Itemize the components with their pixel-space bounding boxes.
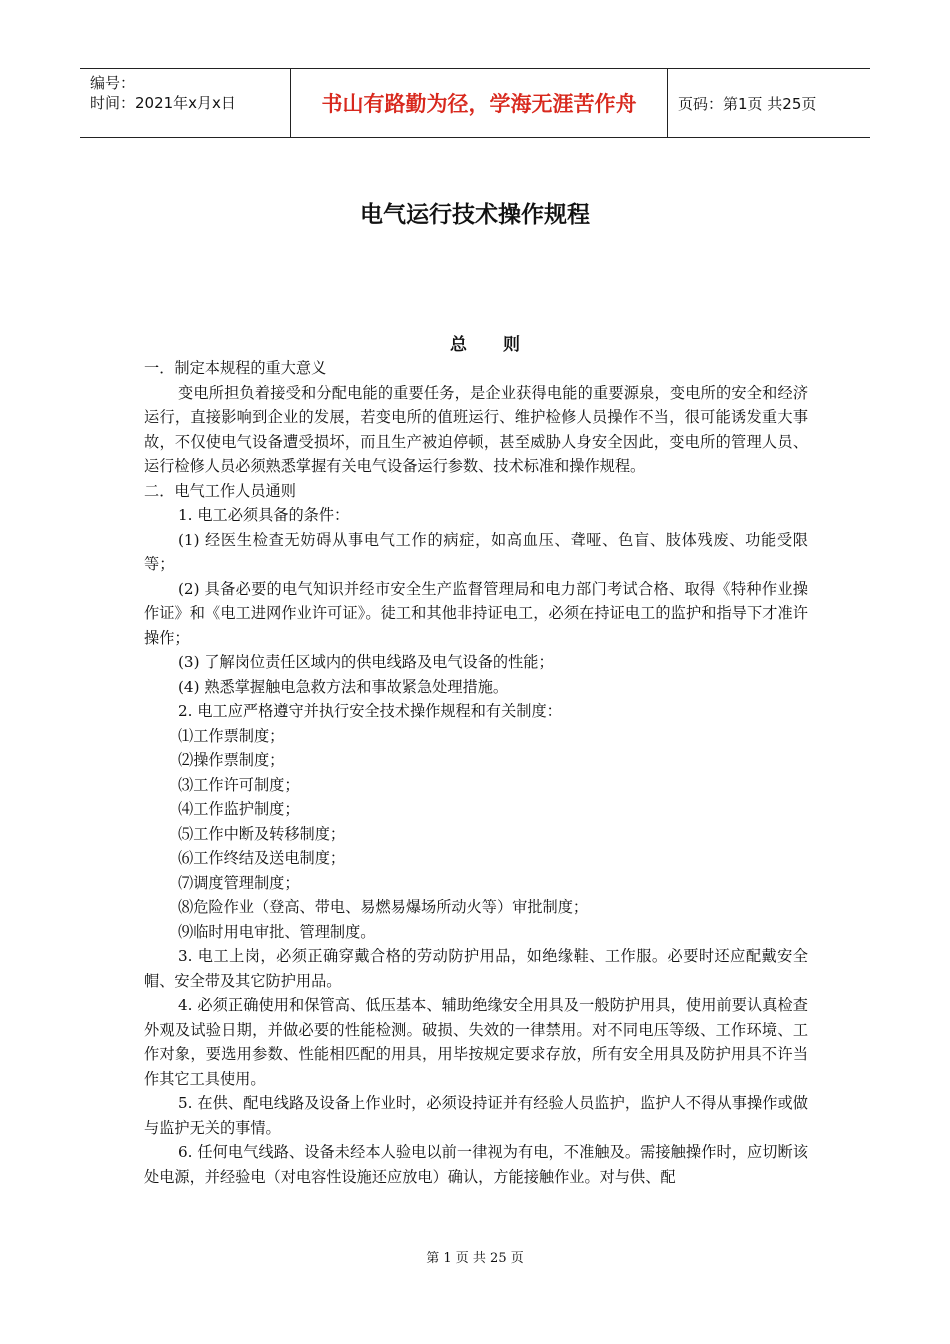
list-item: ⑺调度管理制度；	[178, 873, 300, 892]
list-item: ⑶工作许可制度；	[178, 775, 300, 794]
list-item: ⑼临时用电审批、管理制度。	[178, 922, 376, 941]
paragraph: 4. 必须正确使用和保管高、低压基本、辅助绝缘安全用具及一般防护用具，使用前要认真检查外观及试验日期，并做必要的性能检测。破损、失效的一律禁用。对不同电压等级、工作环境、工作对象，要选用参数、性能相匹配的用具，用毕按规定要求存放，所有安全用具及防护用具不许当作其它工具使用。	[144, 996, 808, 1088]
page-info: 页码：第1页 共25页	[678, 94, 817, 113]
header-table	[80, 68, 870, 138]
header-left-cell	[80, 69, 291, 137]
motto: 书山有路勤为径，学海无涯苦作舟	[291, 69, 668, 137]
document-body	[144, 356, 808, 1189]
page-footer: 第 1 页 共 25 页	[426, 1251, 524, 1266]
paragraph: 1. 电工必须具备的条件：	[178, 506, 350, 524]
list-item: ⑸工作中断及转移制度；	[178, 824, 346, 843]
section-title	[0, 330, 950, 355]
paragraph: (4) 熟悉掌握触电急救方法和事故紧急处理措施。	[178, 677, 509, 696]
list-item: ⑹工作终结及送电制度；	[178, 849, 346, 867]
paragraph: (3) 了解岗位责任区域内的供电线路及电气设备的性能；	[178, 653, 554, 671]
paragraph: 变电所担负着接受和分配电能的重要任务，是企业获得电能的重要源泉，变电所的安全和经济运行，直接影响到企业的发展，若变电所的值班运行、维护检修人员操作不当，很可能诱发重大事故，不仅使电气设备遭受损坏，而且生产被迫停顿，甚至威胁人身安全因此，变电所的管理人员、运行检修人员必须熟悉掌握有关电气设备运行参数、技术标准和操作规程。	[144, 383, 808, 475]
list-item: ⑵操作票制度；	[178, 751, 285, 769]
section-title-char2: 则	[503, 335, 520, 355]
list-item: ⑷工作监护制度；	[178, 800, 300, 818]
date-label: 时间：2021年x月x日	[90, 94, 236, 112]
paragraph: 6. 任何电气线路、设备未经本人验电以前一律视为有电，不准触及。需接触操作时，应切断该处电源，并经验电（对电容性设施还应放电）确认，方能接触作业。对与供、配	[144, 1143, 808, 1186]
list-item: ⑻危险作业（登高、带电、易燃易爆场所动火等）审批制度；	[178, 898, 589, 916]
list-item: ⑴工作票制度；	[178, 726, 285, 745]
paragraph: (1) 经医生检查无妨碍从事电气工作的病症，如高血压、聋哑、色盲、肢体残废、功能受限等；	[144, 530, 808, 573]
heading-1: 一．制定本规程的重大意义	[144, 359, 327, 377]
paragraph: 2. 电工应严格遵守并执行安全技术操作规程和有关制度：	[178, 702, 562, 720]
section-title-char1: 总	[450, 335, 467, 355]
document-title: 电气运行技术操作规程	[360, 202, 590, 228]
heading-2: 二．电气工作人员通则	[144, 481, 296, 500]
paragraph: 3. 电工上岗，必须正确穿戴合格的劳动防护用品，如绝缘鞋、工作服。必要时还应配戴安全帽、安全带及其它防护用品。	[144, 947, 808, 990]
number-label: 编号：	[90, 74, 136, 92]
paragraph: 5. 在供、配电线路及设备上作业时，必须设持证并有经验人员监护，监护人不得从事操作或做与监护无关的事情。	[144, 1094, 808, 1137]
paragraph: (2) 具备必要的电气知识并经市安全生产监督管理局和电力部门考试合格、取得《特种作业操作证》和《电工进网作业许可证》。徒工和其他非持证电工，必须在持证电工的监护和指导下才准许操作；	[144, 579, 808, 647]
